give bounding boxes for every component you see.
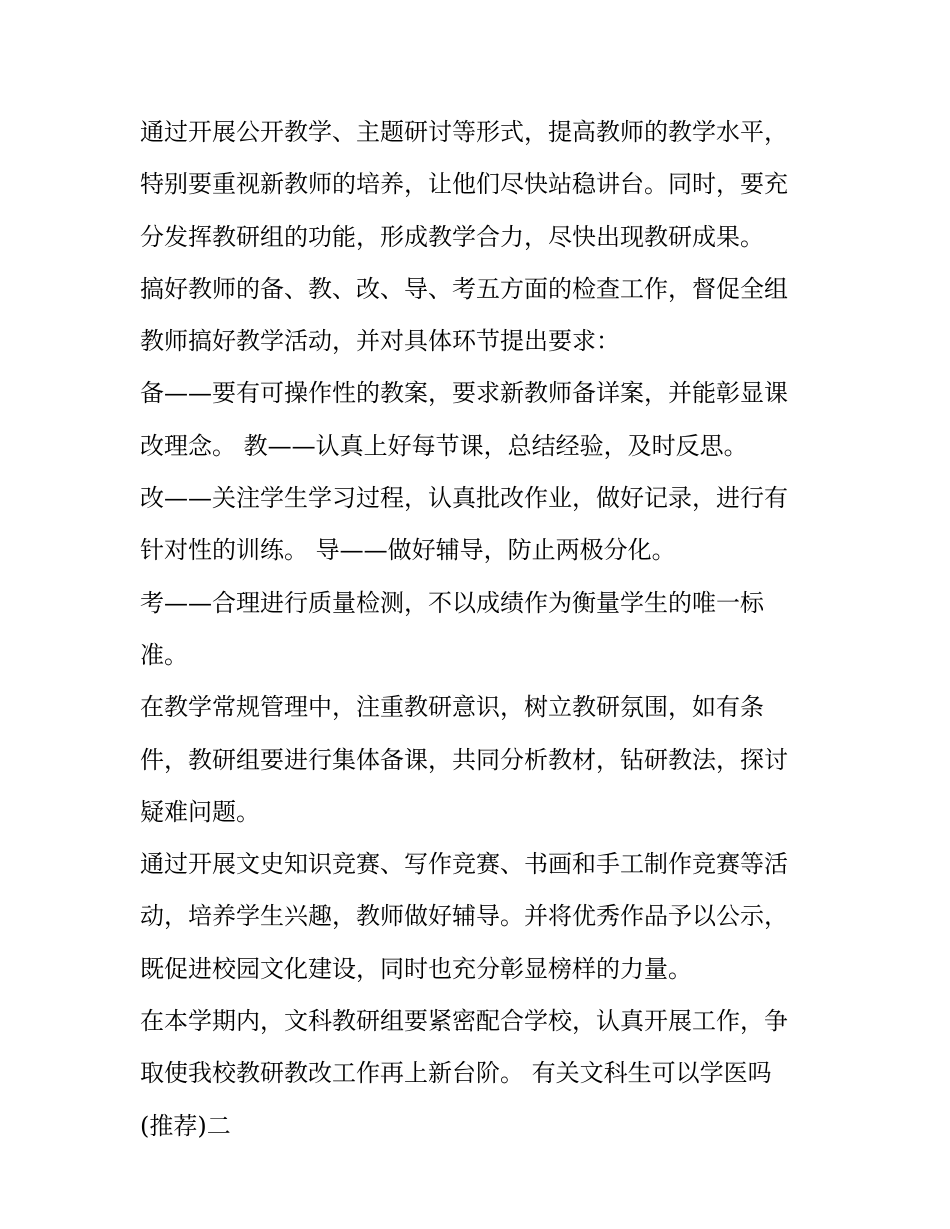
text-line: (推荐)二 (140, 1111, 231, 1140)
text-line: 改——关注学生学习过程，认真批改作业，做好记录，进行有 (140, 484, 788, 513)
text-line: 特别要重视新教师的培养，让他们尽快站稳讲台。同时，要充 (140, 170, 788, 199)
document-body (140, 106, 820, 1152)
text-line: 备——要有可操作性的教案，要求新教师备详案，并能彰显课 (140, 379, 788, 408)
text-line: 动，培养学生兴趣，教师做好辅导。并将优秀作品予以公示， (140, 902, 788, 931)
text-line: 考——合理进行质量检测，不以成绩作为衡量学生的唯一标 (140, 588, 764, 617)
text-line: 件，教研组要进行集体备课，共同分析教材，钻研教法，探讨 (140, 745, 788, 774)
text-line: 改理念。 教——认真上好每节课，总结经验，及时反思。 (140, 431, 748, 460)
text-line: 搞好教师的备、教、改、导、考五方面的检查工作，督促全组 (140, 274, 788, 303)
text-line: 疑难问题。 (140, 797, 260, 826)
text-line: 在教学常规管理中，注重教研意识，树立教研氛围，如有条 (140, 693, 764, 722)
text-line: 通过开展公开教学、主题研讨等形式，提高教师的教学水平， (140, 118, 788, 146)
text-line: 在本学期内，文科教研组要紧密配合学校，认真开展工作，争 (140, 1007, 788, 1036)
text-line: 取使我校教研教改工作再上新台阶。 有关文科生可以学医吗 (140, 1059, 772, 1088)
text-line: 教师搞好教学活动，并对具体环节提出要求： (140, 327, 620, 356)
text-line: 准。 (140, 640, 188, 669)
text-line: 分发挥教研组的功能，形成教学合力，尽快出现教研成果。 (140, 222, 764, 251)
text-line: 既促进校园文化建设，同时也充分彰显榜样的力量。 (140, 954, 692, 983)
text-line: 通过开展文史知识竞赛、写作竞赛、书画和手工制作竞赛等活 (140, 850, 788, 879)
text-line: 针对性的训练。 导——做好辅导，防止两极分化。 (140, 536, 676, 565)
